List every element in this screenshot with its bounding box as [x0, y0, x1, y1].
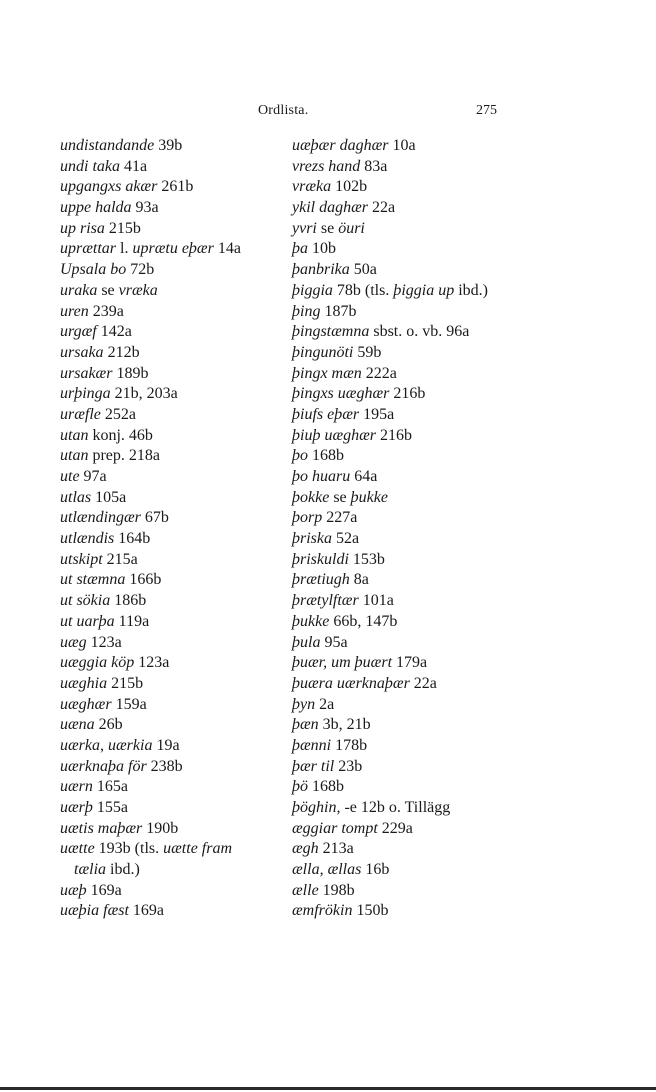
glossary-entry: [292, 219, 517, 240]
page-number: 275: [476, 103, 497, 118]
entry-word: vrezs hand: [292, 157, 361, 175]
entry-reference: 195a: [359, 405, 395, 423]
entry-reference: ibd.): [106, 861, 140, 879]
entry-reference: 123a: [86, 633, 122, 651]
entry-word: uærknaþa för: [60, 757, 147, 775]
entry-reference: konj. 46b: [88, 426, 153, 444]
entry-reference: 215b: [107, 674, 144, 692]
glossary-entry: [292, 674, 517, 695]
entry-word: þiggia: [292, 281, 333, 299]
glossary-entry: [60, 715, 285, 736]
entry-reference: 213a: [318, 840, 354, 858]
glossary-entry: [292, 881, 517, 902]
glossary-entry: [292, 695, 517, 716]
entry-reference: 83a: [360, 157, 388, 175]
entry-word: þingstæmna: [292, 323, 370, 341]
entry-word: þingxs uæghær: [292, 385, 390, 403]
entry-reference: 26b: [94, 716, 123, 734]
glossary-entry: [60, 798, 285, 819]
entry-word: vræka: [114, 281, 158, 299]
entry-reference: 164b: [114, 530, 151, 548]
glossary-entry: [60, 157, 285, 178]
entry-word: utlændis: [60, 530, 115, 548]
entry-word: uæg: [60, 633, 87, 651]
glossary-entry: [292, 653, 517, 674]
entry-reference: 52a: [332, 530, 360, 548]
glossary-entry: [60, 695, 285, 716]
glossary-entry: [60, 260, 285, 281]
entry-reference: 179a: [392, 654, 428, 672]
entry-word: þokke: [292, 488, 330, 506]
entry-word: æggiar tompt: [292, 819, 378, 837]
entry-word: uppe halda: [60, 199, 132, 217]
glossary-entry: [60, 881, 285, 902]
entry-reference: 212b: [103, 343, 140, 361]
glossary-entry: [60, 777, 285, 798]
glossary-entry: [60, 633, 285, 654]
entry-word: uæna: [60, 716, 95, 734]
entry-word: þyn: [292, 695, 316, 713]
entry-reference: 159a: [111, 695, 147, 713]
entry-word: utan: [60, 447, 89, 465]
entry-word: uætis maþær: [60, 819, 143, 837]
glossary-entry: [292, 570, 517, 591]
entry-word: þingunöti: [292, 343, 354, 361]
glossary-entry: [292, 819, 517, 840]
entry-word: uæggia köp: [60, 654, 135, 672]
entry-reference: 8a: [349, 571, 369, 589]
entry-word: þing: [292, 302, 321, 320]
entry-reference: 193b (tls.: [94, 840, 160, 858]
entry-reference: 67b: [140, 509, 169, 527]
entry-word: ursakær: [60, 364, 113, 382]
entry-reference: 50a: [349, 261, 377, 279]
entry-reference: 105a: [91, 488, 127, 506]
entry-word: þrætylftær: [292, 592, 359, 610]
entry-reference: 187b: [320, 302, 357, 320]
entry-word: up risa: [60, 219, 105, 237]
entry-reference: 102b: [331, 178, 368, 196]
glossary-entry: [292, 901, 517, 922]
entry-reference: sbst. o. vb. 96a: [369, 323, 470, 341]
entry-reference: 22a: [409, 674, 437, 692]
entry-word: uærn: [60, 778, 93, 796]
entry-reference: 168b: [308, 778, 344, 796]
glossary-entry: [292, 777, 517, 798]
glossary-entry: [292, 384, 517, 405]
entry-reference: 189b: [112, 364, 149, 382]
entry-reference: 261b: [157, 178, 194, 196]
entry-reference: 153b: [348, 550, 385, 568]
glossary-entry: [292, 322, 517, 343]
entry-reference: 238b: [146, 757, 183, 775]
entry-reference: se: [97, 281, 115, 299]
entry-reference: -e 12b o. Tillägg: [340, 799, 451, 816]
entry-word: þrætiugh: [292, 571, 350, 589]
entry-word: þukke: [346, 488, 388, 506]
entry-reference: 216b: [376, 426, 413, 444]
glossary-entry: [292, 281, 517, 302]
entry-word: ut stæmna: [60, 571, 126, 589]
glossary-entry: [60, 508, 285, 529]
entry-reference: 21b, 203a: [110, 385, 178, 403]
entry-reference: 215b: [104, 219, 141, 237]
entry-reference: 3b, 21b: [318, 716, 371, 734]
entry-word: uæþ: [60, 881, 87, 899]
entry-reference: 169a: [86, 881, 122, 899]
entry-word: þingx mæn: [292, 364, 362, 382]
entry-reference: 169a: [128, 902, 165, 920]
entry-reference: 14a: [213, 240, 241, 258]
entry-word: æmfrökin: [292, 902, 353, 920]
glossary-entry: [292, 757, 517, 778]
glossary-entry: [292, 715, 517, 736]
glossary-entry: [292, 157, 517, 178]
entry-reference: 227a: [322, 509, 358, 527]
entry-word: uæþær daghær: [292, 137, 389, 154]
glossary-entry: [60, 281, 285, 302]
glossary-entry: [60, 219, 285, 240]
entry-reference: 198b: [318, 881, 355, 899]
page-title: Ordlista.: [258, 103, 309, 118]
glossary-entry: [292, 860, 517, 881]
entry-word: Upsala bo: [60, 261, 127, 279]
entry-reference: prep. 218a: [88, 447, 160, 465]
entry-word: þorp: [292, 509, 323, 527]
entry-reference: 216b: [389, 385, 426, 403]
glossary-entry: [292, 612, 517, 633]
entry-word: undistandande: [60, 137, 155, 154]
entry-word: öuri: [334, 219, 365, 237]
glossary-entry: [292, 405, 517, 426]
entry-word: þiuþ uæghær: [292, 426, 377, 444]
entry-word: þo: [292, 447, 308, 465]
entry-word: uæghia: [60, 674, 108, 692]
entry-reference: 23b: [334, 757, 363, 775]
glossary-entry: [292, 302, 517, 323]
left-column: [60, 136, 285, 922]
entry-word: þriskuldi: [292, 550, 349, 568]
entry-word: urgæf: [60, 323, 97, 341]
glossary-entry: [292, 446, 517, 467]
glossary-entry: [60, 467, 285, 488]
entry-reference: 19a: [152, 736, 180, 754]
entry-word: ut uarþa: [60, 612, 115, 630]
entry-reference: 190b: [142, 819, 179, 837]
entry-word: uraka: [60, 281, 98, 299]
entry-reference: 215a: [102, 550, 138, 568]
glossary-entry: [292, 488, 517, 509]
glossary-entry: [60, 757, 285, 778]
glossary-entry: [292, 343, 517, 364]
entry-word: ykil daghær: [292, 199, 368, 217]
glossary-entry: [60, 136, 285, 157]
entry-word: þæn: [292, 716, 319, 734]
glossary-entry: [60, 591, 285, 612]
entry-reference: 78b (tls.: [332, 281, 390, 299]
right-column: [292, 136, 517, 922]
entry-word: uprættar: [60, 240, 117, 258]
entry-word: þær til: [292, 757, 335, 775]
entry-reference: 64a: [350, 468, 378, 485]
entry-reference: 166b: [125, 571, 162, 589]
glossary-entry: [60, 529, 285, 550]
entry-word: ælla, ællas: [292, 861, 362, 879]
glossary-entry: [60, 384, 285, 405]
entry-reference: 150b: [352, 902, 389, 920]
entry-word: utlændingær: [60, 509, 141, 527]
glossary-entry: [292, 198, 517, 219]
glossary-entry: [60, 198, 285, 219]
entry-reference: se: [316, 219, 335, 237]
entry-word: ut sökia: [60, 592, 111, 610]
entry-word: þo huaru: [292, 468, 351, 485]
entry-word: yvri: [292, 219, 317, 237]
glossary-entry: [292, 426, 517, 447]
entry-word: þuæra uærknaþær: [292, 674, 410, 692]
glossary-entry: [292, 177, 517, 198]
entry-word: ælle: [292, 881, 319, 899]
glossary-entry: [60, 839, 285, 860]
glossary-entry: [60, 343, 285, 364]
glossary-entry: [60, 819, 285, 840]
entry-reference: 16b: [361, 861, 390, 879]
entry-word: upgangxs akær: [60, 178, 158, 196]
glossary-entry: [60, 364, 285, 385]
entry-reference: 72b: [126, 261, 155, 279]
entry-reference: 165a: [92, 778, 129, 796]
entry-word: uprætu eþær: [128, 240, 214, 258]
entry-word: ursaka: [60, 343, 104, 361]
entry-reference: 66b, 147b: [329, 612, 398, 630]
glossary-entry: [292, 550, 517, 571]
glossary-entry: [292, 239, 517, 260]
glossary-entry: [60, 674, 285, 695]
glossary-entry: [60, 239, 285, 260]
entry-reference: 97a: [79, 468, 107, 485]
entry-word: þöghin,: [292, 799, 341, 816]
glossary-entry: [60, 570, 285, 591]
glossary-entry-continuation: [60, 860, 285, 881]
glossary-entry: [292, 136, 517, 157]
entry-reference: 155a: [92, 799, 129, 816]
glossary-entry: [60, 550, 285, 571]
entry-word: uæghær: [60, 695, 112, 713]
glossary-entry: [292, 467, 517, 488]
entry-word: þiggia up: [389, 281, 455, 299]
entry-reference: se: [329, 488, 347, 506]
entry-word: uæþia fæst: [60, 902, 129, 920]
entry-reference: 123a: [134, 654, 170, 672]
glossary-entry: [292, 633, 517, 654]
entry-reference: 22a: [368, 199, 396, 217]
entry-reference: 178b: [331, 736, 368, 754]
glossary-entry: [292, 260, 517, 281]
glossary-entry: [292, 839, 517, 860]
entry-reference: 222a: [361, 364, 397, 382]
entry-word: uætte fram: [159, 840, 233, 858]
entry-reference: 229a: [377, 819, 413, 837]
entry-word: uærþ: [60, 799, 93, 816]
glossary-entry: [60, 405, 285, 426]
glossary-entry: [292, 591, 517, 612]
glossary-entry: [60, 736, 285, 757]
entry-word: uætte: [60, 840, 95, 858]
entry-reference: 142a: [96, 323, 132, 341]
entry-reference: 119a: [114, 612, 150, 630]
glossary-entry: [292, 364, 517, 385]
entry-reference: 95a: [320, 633, 348, 651]
glossary-entry: [60, 426, 285, 447]
entry-word: vræka: [292, 178, 332, 196]
entry-reference: l.: [116, 240, 129, 258]
glossary-entry: [60, 177, 285, 198]
entry-reference: 93a: [131, 199, 159, 217]
entry-word: ægh: [292, 840, 319, 858]
glossary-entry: [292, 529, 517, 550]
entry-word: þula: [292, 633, 321, 651]
glossary-entry: [60, 612, 285, 633]
entry-word: tælia: [74, 861, 107, 879]
entry-word: urþinga: [60, 385, 111, 403]
entry-reference: 39b: [154, 137, 183, 154]
entry-word: þiufs eþær: [292, 405, 360, 423]
entry-word: uræfle: [60, 405, 101, 423]
glossary-entry: [292, 508, 517, 529]
entry-reference: 239a: [88, 302, 124, 320]
entry-word: uren: [60, 302, 89, 320]
entry-word: utskipt: [60, 550, 103, 568]
entry-reference: 41a: [120, 157, 148, 175]
entry-word: þuær, um þuært: [292, 654, 393, 672]
entry-word: ute: [60, 468, 80, 485]
entry-word: þriska: [292, 530, 332, 548]
entry-reference: 2a: [315, 695, 335, 713]
entry-reference: 10a: [388, 137, 416, 154]
glossary-entry: [60, 322, 285, 343]
entry-reference: 186b: [110, 592, 147, 610]
entry-word: utlas: [60, 488, 92, 506]
entry-word: þanbrika: [292, 261, 350, 279]
entry-word: uærka, uærkia: [60, 736, 153, 754]
entry-word: þö: [292, 778, 308, 796]
entry-reference: 252a: [100, 405, 136, 423]
bottom-rule: [0, 1087, 656, 1090]
glossary-entry: [60, 488, 285, 509]
glossary-entry: [60, 302, 285, 323]
entry-reference: 59b: [353, 343, 382, 361]
entry-word: utan: [60, 426, 89, 444]
glossary-entry: [60, 446, 285, 467]
glossary-entry: [60, 901, 285, 922]
entry-word: þa: [292, 240, 308, 258]
entry-word: undi taka: [60, 157, 120, 175]
entry-reference: 101a: [358, 592, 394, 610]
glossary-entry: [292, 798, 517, 819]
glossary-entry: [292, 736, 517, 757]
entry-reference: 10b: [308, 240, 336, 258]
entry-reference: 168b: [308, 447, 344, 465]
entry-word: þukke: [292, 612, 330, 630]
entry-word: þænni: [292, 736, 332, 754]
entry-reference: ibd.): [454, 281, 489, 299]
glossary-entry: [60, 653, 285, 674]
